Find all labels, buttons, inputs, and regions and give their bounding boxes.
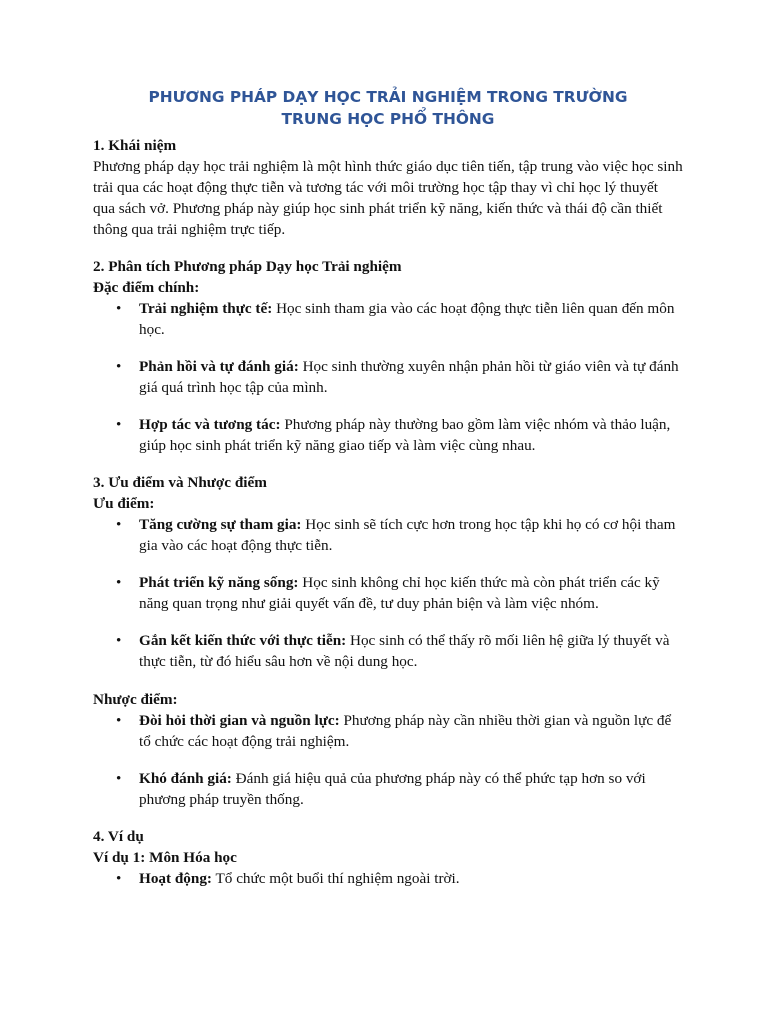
section-1-paragraph: Phương pháp dạy học trải nghiệm là một hình thức giáo dục tiên tiến, tập trung vào việc học sinh trải qua các hoạt động thực tiễn và tương tác với môi trường học tập thay vì chỉ học lý thuyết qua sách vở. Phương pháp này giúp học sinh phát triển kỹ năng, kiến thức và thái độ cần thiết thông qua trải nghiệm trực tiếp.	[93, 158, 683, 238]
item-text: Học sinh có thể thấy rõ mối liên hệ giữa lý thuyết và thực tiễn, từ đó hiểu sâu hơn về nội dung học.	[139, 632, 670, 670]
bullet-icon: •	[116, 870, 122, 887]
title-line-2: TRUNG HỌC PHỔ THÔNG	[281, 110, 495, 128]
bullet-icon: •	[116, 358, 122, 375]
item-term: Trải nghiệm thực tế:	[139, 300, 273, 317]
section-2-list	[93, 298, 683, 456]
item-text: Tổ chức một buổi thí nghiệm ngoài trời.	[212, 870, 460, 887]
item-text: Phương pháp này cần nhiều thời gian và nguồn lực để tổ chức các hoạt động trải nghiệm.	[139, 712, 672, 750]
item-text: Học sinh sẽ tích cực hơn trong học tập khi họ có cơ hội tham gia vào các hoạt động thực tiễn.	[139, 516, 676, 554]
item-term: Đòi hỏi thời gian và nguồn lực:	[139, 712, 340, 729]
example-1-heading: Ví dụ 1: Môn Hóa học	[93, 849, 237, 866]
list-item	[93, 868, 683, 889]
bullet-icon: •	[116, 770, 122, 787]
list-item	[93, 514, 683, 556]
list-item	[93, 298, 683, 340]
document-title	[93, 86, 683, 130]
bullet-icon: •	[116, 712, 122, 729]
bullet-icon: •	[116, 416, 122, 433]
list-item	[93, 572, 683, 614]
item-term: Phát triển kỹ năng sống:	[139, 574, 299, 591]
list-item	[93, 356, 683, 398]
bullet-icon: •	[116, 300, 122, 317]
section-1-heading: 1. Khái niệm	[93, 137, 177, 154]
item-term: Hoạt động:	[139, 870, 212, 887]
item-term: Tăng cường sự tham gia:	[139, 516, 302, 533]
section-2-subheading: Đặc điểm chính:	[93, 279, 200, 296]
cons-list	[93, 710, 683, 810]
section-2-heading: 2. Phân tích Phương pháp Dạy học Trải nghiệm	[93, 258, 402, 275]
item-text: Học sinh không chỉ học kiến thức mà còn phát triển các kỹ năng quan trọng như giải quyết vấn đề, tư duy phản biện và làm việc nhóm.	[139, 574, 660, 612]
document-content	[93, 86, 683, 889]
section-4-heading: 4. Ví dụ	[93, 828, 144, 845]
list-item	[93, 414, 683, 456]
list-item	[93, 768, 683, 810]
item-text: Đánh giá hiệu quả của phương pháp này có thể phức tạp hơn so với phương pháp truyền thống.	[139, 770, 646, 808]
item-term: Khó đánh giá:	[139, 770, 232, 787]
item-term: Hợp tác và tương tác:	[139, 416, 281, 433]
bullet-icon: •	[116, 632, 122, 649]
item-term: Gắn kết kiến thức với thực tiễn:	[139, 632, 347, 649]
cons-heading: Nhược điểm:	[93, 691, 178, 708]
section-3-heading: 3. Ưu điểm và Nhược điểm	[93, 474, 267, 491]
item-text: Học sinh tham gia vào các hoạt động thực tiễn liên quan đến môn học.	[139, 300, 675, 338]
item-text: Học sinh thường xuyên nhận phản hồi từ giáo viên và tự đánh giá quá trình học tập của mình.	[139, 358, 679, 396]
bullet-icon: •	[116, 574, 122, 591]
item-text: Phương pháp này thường bao gồm làm việc nhóm và thảo luận, giúp học sinh phát triển kỹ năng giao tiếp và làm việc cùng nhau.	[139, 416, 671, 454]
bullet-icon: •	[116, 516, 122, 533]
title-line-1: PHƯƠNG PHÁP DẠY HỌC TRẢI NGHIỆM TRONG TRƯỜNG	[148, 88, 628, 106]
example-1-list	[93, 868, 683, 889]
pros-list	[93, 514, 683, 672]
list-item	[93, 710, 683, 752]
item-term: Phản hồi và tự đánh giá:	[139, 358, 299, 375]
pros-heading: Ưu điểm:	[93, 495, 155, 512]
list-item	[93, 630, 683, 672]
